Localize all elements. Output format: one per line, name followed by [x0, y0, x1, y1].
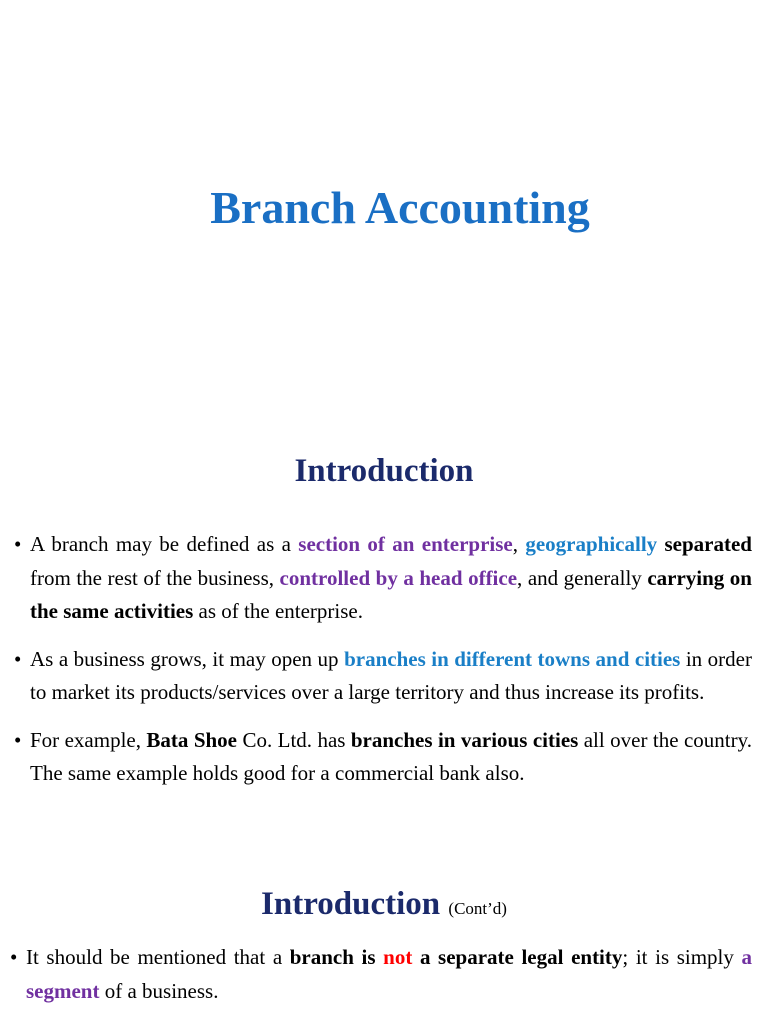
bullet-dot-icon: • — [10, 945, 18, 969]
bullet-text-run: all over the country. The same example holds good for a commercial bank also. — [30, 727, 752, 785]
bullet-dot-icon: • — [14, 532, 22, 556]
bullet-text-run: , and generally — [517, 565, 648, 590]
bullet-text-run: Co. Ltd. has — [237, 727, 351, 752]
bullet-text-run: of a business. — [99, 978, 219, 1003]
section-heading-text: Introduction — [261, 886, 441, 922]
bullet-text-run — [412, 945, 420, 969]
bullet-text-run: It should be mentioned that a — [26, 945, 290, 969]
bullet-dot-icon: • — [14, 646, 22, 671]
bullet-text-run: , — [512, 532, 526, 556]
bullet-text-run: branch is — [289, 945, 376, 969]
bullet-text-run: As a business grows, it may open up — [30, 646, 345, 671]
bullet-text-run — [376, 945, 384, 969]
bullet-text-run: separated — [664, 532, 752, 556]
introduction-contd-bullet-list — [10, 941, 752, 1022]
section-heading-suffix: (Cont’d) — [448, 899, 507, 918]
section-heading-introduction-contd — [0, 884, 768, 929]
bullet-text-run: geographically — [525, 532, 658, 556]
bullet-text-run: A branch may be defined as a — [30, 532, 299, 556]
bullet-item — [14, 643, 752, 710]
bullet-text-run: a segment — [26, 945, 752, 1003]
bullet-text-run: not — [383, 945, 413, 969]
bullet-text-run: section of an enterprise — [298, 532, 513, 556]
section-heading-introduction: Introduction — [294, 453, 474, 489]
bullet-text-run: in order to market its products/services over a large territory and thus increase its profits. — [30, 646, 752, 704]
bullet-text-run: For example, — [30, 727, 147, 752]
introduction-bullet-list — [14, 528, 752, 805]
bullet-item — [10, 941, 752, 1008]
bullet-item — [14, 724, 752, 791]
bullet-text-run: a separate legal entity — [419, 945, 623, 969]
bullet-text-run: branches in different towns and cities — [344, 646, 681, 671]
bullet-text-run: controlled by a head office — [279, 565, 518, 590]
bullet-text-run: carrying on the same activities — [30, 565, 752, 623]
bullet-text-run — [657, 532, 664, 556]
page-title: Branch Accounting — [210, 182, 590, 233]
bullet-item — [14, 528, 752, 629]
bullet-text-run: Bata Shoe — [146, 727, 238, 752]
bullet-text-run: as of the enterprise. — [193, 599, 363, 623]
bullet-text-run: from the rest of the business, — [30, 565, 280, 590]
bullet-text-run: branches in various cities — [350, 727, 579, 752]
bullet-dot-icon: • — [14, 727, 22, 752]
bullet-text-run: ; it is simply — [622, 945, 742, 969]
